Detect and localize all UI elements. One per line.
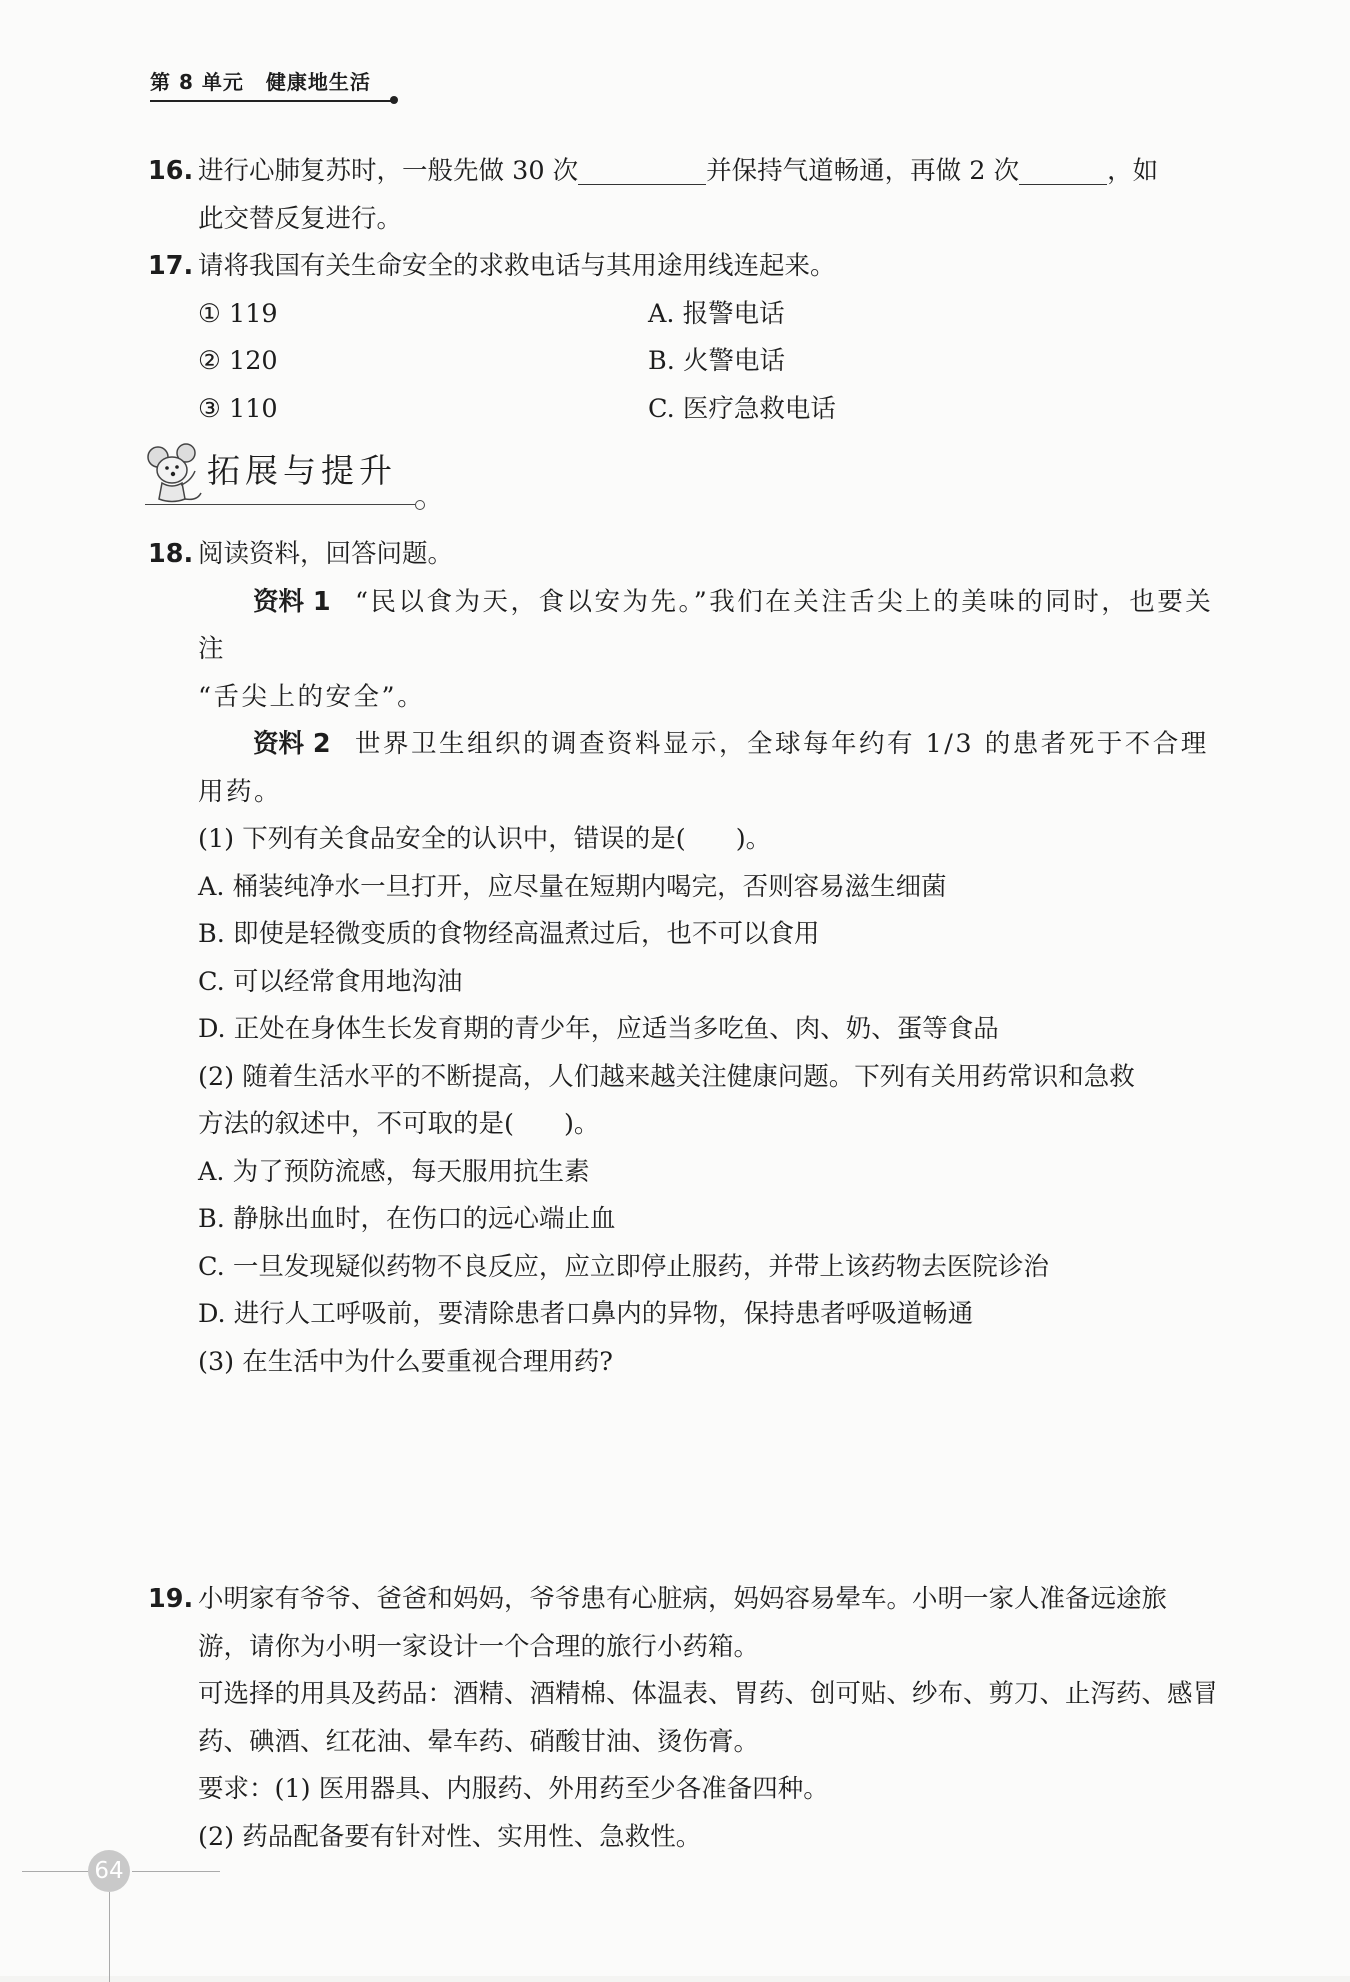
- option-item: A. 为了预防流感，每天服用抗生素: [198, 1156, 590, 1187]
- usage-item: B. 火警电话: [648, 346, 785, 376]
- section-rule-end: [415, 500, 425, 510]
- sub-question-text: 方法的叙述中，不可取的是(: [198, 1109, 514, 1139]
- match-row: [148, 386, 1218, 434]
- question-number: 19.: [148, 1584, 194, 1614]
- sub-question-text-end: )。: [563, 1109, 600, 1139]
- sub-question-text-end: )。: [735, 824, 772, 854]
- usage-item: A. 报警电话: [648, 298, 785, 329]
- question-19: [148, 1576, 1218, 1861]
- question-16: [148, 148, 1218, 243]
- option-item: B. 静脉出血时，在伤口的远心端止血: [198, 1204, 616, 1234]
- page-number: 64: [88, 1850, 130, 1892]
- page-content: [148, 148, 1218, 1861]
- sub-question-text: (2) 随着生活水平的不断提高，人们越来越关注健康问题。下列有关用药常识和急救: [198, 1061, 1135, 1092]
- match-row: [148, 291, 1218, 339]
- section-title: 拓展与提升: [207, 451, 397, 490]
- question-text: 请将我国有关生命安全的求救电话与其用途用线连起来。: [198, 251, 836, 281]
- page-number-rule-vertical: [109, 1892, 110, 1982]
- question-text-line: 要求：(1) 医用器具、内服药、外用药至少各准备四种。: [198, 1774, 829, 1804]
- question-text: 阅读资料，回答问题。: [198, 539, 454, 569]
- q16-text-part3: ，如: [1107, 156, 1159, 186]
- question-text-line: 可选择的用具及药品：酒精、酒精棉、体温表、胃药、创可贴、纱布、剪刀、止泻药、感冒: [198, 1679, 1219, 1709]
- page-number-rule-right: [132, 1871, 220, 1872]
- option-item: B. 即使是轻微变质的食物经高温煮过后，也不可以食用: [198, 919, 820, 949]
- option-item: D. 正处在身体生长发育期的青少年，应适当多吃鱼、肉、奶、蛋等食品: [198, 1014, 999, 1044]
- answer-blank-1[interactable]: [578, 154, 706, 185]
- sub-question-text: (1) 下列有关食品安全的认识中，错误的是(: [198, 824, 686, 854]
- option-item: A. 桶装纯净水一旦打开，应尽量在短期内喝完，否则容易滋生细菌: [198, 871, 947, 902]
- phone-number-item: ③ 110: [198, 393, 278, 424]
- material-label: 资料 1: [253, 586, 331, 617]
- unit-title: 健康地生活: [265, 70, 371, 94]
- sub-question-3: (3) 在生活中为什么要重视合理用药?: [198, 1346, 613, 1377]
- question-18: [148, 531, 1218, 579]
- section-rule: [145, 504, 415, 505]
- question-text-line: 药、碘酒、红花油、晕车药、硝酸甘油、烫伤膏。: [198, 1726, 760, 1757]
- material-text: 世界卫生组织的调查资料显示，全球每年约有 1/3 的患者死于不合理: [354, 729, 1209, 759]
- material-text: “民以食为天，食以安为先。”我们在关注舌尖上的美味的同时，也要关注: [198, 586, 1214, 664]
- option-item: D. 进行人工呼吸前，要清除患者口鼻内的异物，保持患者呼吸道畅通: [198, 1299, 974, 1329]
- question-number: 16.: [148, 156, 194, 186]
- question-text-line: 游，请你为小明一家设计一个合理的旅行小药箱。: [198, 1631, 760, 1662]
- material-label: 资料 2: [253, 729, 331, 759]
- sub-question-1: [148, 816, 1218, 864]
- mouse-mascot-icon: [145, 441, 205, 507]
- section-heading: [145, 441, 1218, 527]
- phone-number-item: ① 119: [198, 298, 278, 329]
- usage-item: C. 医疗急救电话: [648, 393, 836, 424]
- option-item: C. 一旦发现疑似药物不良反应，应立即停止服药，并带上该药物去医院诊治: [198, 1251, 1049, 1282]
- phone-number-item: ② 120: [198, 346, 278, 376]
- answer-space[interactable]: [148, 1386, 1218, 1576]
- question-text-line: (2) 药品配备要有针对性、实用性、急救性。: [198, 1821, 702, 1852]
- material-2: [148, 721, 1218, 816]
- question-text-line: 小明家有爷爷、爸爸和妈妈，爷爷患有心脏病，妈妈容易晕车。小明一家人准备远途旅: [198, 1584, 1168, 1614]
- material-text: “舌尖上的安全”。: [198, 681, 426, 712]
- match-row: [148, 338, 1218, 386]
- q16-text-part2: 并保持气道畅通，再做 2 次: [706, 156, 1020, 186]
- question-text-line: [198, 148, 1218, 196]
- material-1: [148, 579, 1218, 722]
- option-item: C. 可以经常食用地沟油: [198, 966, 463, 997]
- header-rule-dot: [390, 96, 398, 104]
- material-text: 用药。: [198, 776, 283, 807]
- page-number-rule-left: [22, 1871, 90, 1872]
- question-number: 17.: [148, 251, 194, 281]
- question-text-line: 此交替反复进行。: [198, 203, 403, 234]
- answer-blank-2[interactable]: [1019, 154, 1107, 185]
- unit-label: 第 8 单元: [150, 70, 244, 94]
- running-header: [150, 66, 393, 95]
- question-17: [148, 243, 1218, 291]
- header-rule: [150, 100, 392, 102]
- question-number: 18.: [148, 539, 194, 569]
- sub-question-2: [148, 1054, 1218, 1149]
- q16-text-part1: 进行心肺复苏时，一般先做 30 次: [198, 156, 579, 186]
